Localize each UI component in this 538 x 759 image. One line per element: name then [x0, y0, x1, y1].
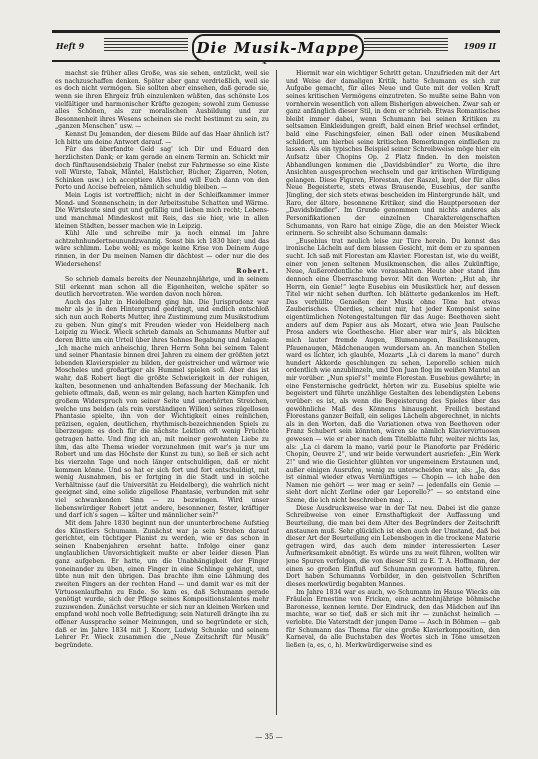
masthead — [52, 30, 500, 64]
masthead-bottom-rule — [52, 60, 500, 62]
paragraph: Mein Logis ist vortrefflich; nicht in der Schleifkammer immer Mond- und Sonnenschein; in der Arbeitsstube Schatten und Wärme. Die Wirtsleute sind gut und gefällig und lieben mich recht; Lebens- und manchmal Mindeskost mit Reis, das sie hier, wie in allen kleinen Städten, besser machen wie in Leipzig. — [55, 192, 269, 230]
right-text-column — [286, 70, 500, 715]
paragraph: machst sie früher alles Große, was sie sehen, entzückt, weil sie es nachzuschaffen denken. Später aber ganz verdrießlich, weil sie es doch nicht vermögen. Sie sollten aber einsehen, daß gerade sie, wenn sie ihren Ehrgeiz früh einzulenken wüßten, das schönste Los vielfältiger und harmonischer Kräfte gezogen; sowohl zum Genusse alles Schönen, als zur moralischen Ausbildung und zur Besonnenheit ihres Wesens scheinen sie recht bestimmt zu sein, zu „ganzen Menschen“ usw. — — [55, 70, 269, 131]
music-staff-ornament-left — [104, 38, 188, 52]
magazine-title: Die Musik-Mappe — [196, 39, 360, 57]
year-label: 1909 II — [463, 41, 496, 51]
paragraph: „Eusebius trat neulich leise zur Türe herein. Du kennst das ironische Lächeln auf dem blassen Gesicht, mit dem er zu spannen sucht. Ich saß mit Florestan am Klavier. Florestan ist, wie du weißt, einer von jenen seltenen Musikmenschen, die alles Zukünftige, Neue, Außerordentliche wie vorausahnen. Heute aber stand ihm dennoch eine Überraschung bevor. Mit den Worten: „Hut ab, ihr Herrn, ein Genie!“ legte Eusebius ein Musikstück her, auf dessen Titel wir nicht sehen durften. Ich blätterte gedankenlos im Heft. Das verhüllte Genießen der Musik ohne Töne hat etwas Zauberisches. Überdies, scheint mir, hat jeder Komponist seine eigentümlichen Notengestaltungen für das Auge: Beethoven sieht anders auf dem Papier aus als Mozart, etwa wie Jean Paulsche Prosa anders wie Goethesche. Hier aber war mir's, als blickten mich lauter fremde Augen, Blumenaugen, Basiliskenaugen, Pfauenaugen, Mädchenaugen wundersam an. An manchen Stellen ward es lichter, ich glaubte, Mozarts „Là ci darem la mano“ durch hundert Akkorde geschlungen zu sehen, Leporello schien mich ordentlich wie anzublinzeln, und Don Juan flog im weißen Mantel an mir vorüber. „Nun spiel's!“ meinte Florestan. Eusebius gewährte; in eine Fensternische gedrückt, hörten wir zu. Eusebius spielte wie begeistert und führte unzählige Gestalten des lebendigsten Lebens vorüber: es ist, als wenn die Begeisterung des Spieles über das gewöhnliche Maß des Könnens hinausgeht. Freilich bestand Florestans ganzer Beifall, ein seliges Lächeln abgerechnet, in nichts als in den Worten, daß die Variationen etwa von Beethoven oder Franz Schubert sein könnten, wären sie nämlich Klaviervirtuosen gewesen — wie er aber nach dem Titelblatte fuhr, weiter nichts las, als: „La ci darem la mano, varié pour le Pianoforte par Frédéric Chopin, Oeuvre 2“, und wir beide verwundert ausriefen: „Ein Werk 2!“ und wie die Gesichter glühten vor ungemeinem Erstaunen und, außer einigen Ausrufen, wenig zu unterscheiden war, als: „Ja, das ist einmal wieder etwas Vernünftiges — Chopin — ich habe den Namen nie gehört — wer mag er sein? — jedenfalls ein Genie — sieht dort nicht Zerline oder gar Leporello?“ — so entstand eine Szene, die ich nicht beschreiben mag. … — [286, 237, 500, 504]
issue-label: Heft 9 — [56, 41, 85, 51]
paragraph: Mit dem Jahre 1830 beginnt nun der ununterbrochene Aufstieg des Künstlers Schumann. Zunächst war ja sein Streben darauf gerichtet, ein tüchtiger Pianist zu werden, wie er das schon in seinen Knabenjahren ersehnt hatte. Infolge einer ganz unglaublichen Unvorsichtigkeit mußte er aber leider diesen Plan ganz aufgeben. Er hatte, um die Unabhängigkeit der Finger voneinander zu üben, einen Finger in eine Schlinge gehängt, und übte nun mit den übrigen. Das brachte ihm eine Lähmung des zweiten Fingers an der rechten Hand — und damit war es mit der Virtuosenlaufbahn zu Ende. So kam es, daß Schumann gerade genötigt wurde, sich der Pflege seines Kompositionstalentes mehr zuzuwenden. Zunächst versuchte er sich nur an kleinen Werken und empfand wohl noch volle Befriedigung; sein Naturell drängte ihn zu offener Aussprache seiner Meinungen, und so begründete er sich, daß er im Jahre 1834 mit J. Knorr, Ludwig Schunke und seinem Lehrer Fr. Wieck zusammen die „Neue Zeitschrift für Musik“ begründete. — [55, 519, 269, 649]
paragraph: Diese Ausdrucksweise war in der Tat neu. Dabei ist die ganze Schreibweise von einer Ernsthaftigkeit der Auffassung und Beurteilung, die man bei dem Alter des Begründers der Zeitschrift anstaunen muß. Sehr glücklich ist eben auch der Umstand, daß bei dieser Art der Beurteilung ein Lebensbogen in die trockene Materie getragen wird, das auch dem minder interessierten Leser Aufmerksamkeit abnötigt. Es würde uns zu weit führen, wollten wir jene Spuren verfolgen, die von dieser Stil zu E. T. A. Hoffmann, der einen so großen Einfluß auf Schumann gewonnen hatte, führen. Dort haben Schumanns Vorbilder, in den geistvollen Schriften dieses merkwürdig begabten Mannes. — [286, 504, 500, 588]
paragraph: So schrieb damals bereits der Neunzehnjährige, und in seinem Stil erkennt man schon all die Eigenheiten, welche später so deutlich hervortraten. Wie werden davon noch hören. — [55, 275, 269, 299]
paragraph: Hiermit war ein wichtiger Schritt getan. Unzufrieden mit der Art und Weise der damaligen Kritik, hatte Schumann es sich zur Aufgabe gemacht, für alles Neue und Gute mit der vollen Kraft seines kritischen Vermögens einzutreten. So mußte seine Bahn von vornherein wesentlich von allem Bisherigen abweichen. Zwar sah er ganz anfänglich dieser Stil, in dem er schrieb. Etwas Romantisches bleibt immer dabei, wenn Schumann bei seinen Kritiken zu seltsamen Einkleidungen greift, bald einen Brief wechsel erfindet, bald eine Faschingsfeier, einen Ball oder einen Musikabend schildert, um hierbei seine kritischen Bemerkungen einfließen zu lassen. Als ein typisches Beispiel seiner Schreibweise möge hier ein Aufsatz über Chopins Op. 2 Platz finden. In den meisten Abhandlungen kommen die „Davidsbündler“ zu Worte, die ihre Ansichten ausgesprochen wechseln und gar kritischen Würdigung gelangen. Diese Figuren, Florestan, der Raszel, kopf, der für alles Neue Begeisterte, stets etwas Brausende, Eusebius, der sanfte Jüngling, der sich stets etwas bescheiden im Hintergrunde hält, und Raro, der ältere, besonnene Kritiker, sind die Hauptpersonen der „Davidsbündler“. Im Grunde genommen und nichts anderes als Personifikationen der einzelnen Charaktereigenschaften Schumanns, von Raro hat einige Züge, die an den Meister Wieck erinnern. So schreibt also Schumann damals: — [286, 70, 500, 238]
paragraph: Auch das Jahr in Heidelberg ging hin. Die Jurisprudenz war mehr als je in den Hintergrund gedrängt, und endlich entschloß sich nun auch Roberts Mutter, ihre Zustimmung zum Musikstudium zu geben. Nun ging's mit Freuden wieder von Heidelberg nach Leipzig zu Wieck. Wieck schrieb damals an Schumanns Mutter auf deren Bitte um ein Urteil über ihres Sohnes Begabung und Anlagen: „Ich mache mich anheischig, Ihren Herrn Sohn bei seinem Talent und seiner Phantasie binnen drei Jahren zu einem der größten jetzt lebenden Klavierspieler zu bilden, der geistreicher und wärmer wie Moscheles und großartiger als Hummel spielen soll. Aber das ist wahr, daß Robert liegt die größte Schwierigkeit in der ruhigen, kalten, besonnenen und anhaltenden Befassung der Mechanik. Ich gebiete oftmals, daß, wenn es mir gelang, nach harten Kämpfen und großem Widerspruch von seiner Seite und unerhörten Streichen, welche uns beiden (als rein verständigen Willen) seines zügellosen Phantasie spielte, ihn von der Wichtigkeit eines reinlichen, präzisen, egalen, deutlichen, rhythmisch-bezeichnenden Spiels zu überzeugen: es doch für die nächste Lektion oft wenig Früchte getragen hatte. Und fing ich an, mit meiner gewohnten Liebe zu ihm, das alte Thema wieder vorzunehmen (mit war's ja nur um Robert und um das Höchste der Kunst zu tun), so ließ er sich acht bis vierzehn Tage und noch länger entschuldigen, daß er nicht kommen könne. Und so hat er sich fort und fort entschuldigt, mit wenig Ausnahmen, bis er fortging in die Stadt und in solche Verhältnisse (auf die Universität zu Heidelberg), die wahrlich nicht geeignet sind, eine solide zügellose Phantasie, verbunden mit sehr viel schwankenden Sinn — zu bezwingen. Wird unser liebenswürdiger Robert jetzt andere, besonnener, fester, kräftiger und darf ich's sagen — kälter und männlicher sein?“ — [55, 298, 269, 520]
page-number: — 35 — — [255, 733, 283, 741]
letter-signature: Robert. — [236, 268, 269, 276]
paragraph: Für das überfandte Geld sag' ich Dir und Eduard den herzlichsten Dank; er kam gerade an einem Termin an. Schickt mir doch fünftausendsiebzig Thaler (nebst zur Fahrmesse so eine Kiste voll Würste, Tabak, Mäntel, Halstücher, Bücher, Zigarren, Noten, Schinken usw.) ich acceptiere Alles und will Euch dann von den Porto und Accise befreien, nämlich schuldig bleiben. — — [55, 146, 269, 192]
left-text-column — [55, 70, 269, 715]
ornament-glyph-icon: ❧ — [262, 60, 269, 67]
masthead-top-rule — [52, 30, 500, 33]
paragraph: Kennst Du Jemanden, der diesem Bilde auf das Haar ähnlich ist? Ich bitte um deine Antwort darauf. — — [55, 131, 269, 146]
paragraph: Kühl Alle und schreibe mir ja noch einmal im Jahre achtzehnhundertneunundzwanzig. Sonst bin ich 1830 hier; und das wäre schlimm. Lebe wohl; es möge keine Krise von Deinem Auge rinnen, in der Du meinen Namen dir dächtest — oder nur die des Wiedersehens! — [55, 230, 269, 268]
masthead-title-frame — [192, 34, 364, 62]
column-divider — [276, 70, 277, 715]
music-staff-ornament-right — [364, 38, 448, 52]
paragraph: Im Jahre 1834 war es auch, wo Schumann im Hause Wiecks ein Fräulein Ernestine von Fricken, eine achtzehnjährige böhmische Baronesse, kennen lernte. Der Eindruck, den das Mädchen auf ihn machte, war so tief, daß er sich mit ihr — zunächst heimlich — verlobte. Die Vaterstadt der jungen Dame — Asch in Böhmen — gab für Schumann das Thema für eine große Klavierkomposition, den Karneval, da alle Buchstaben des Wortes sich in Töne umsetzen ließen (a, es, c, h). Merkwürdigerweise sind es — [286, 588, 500, 649]
